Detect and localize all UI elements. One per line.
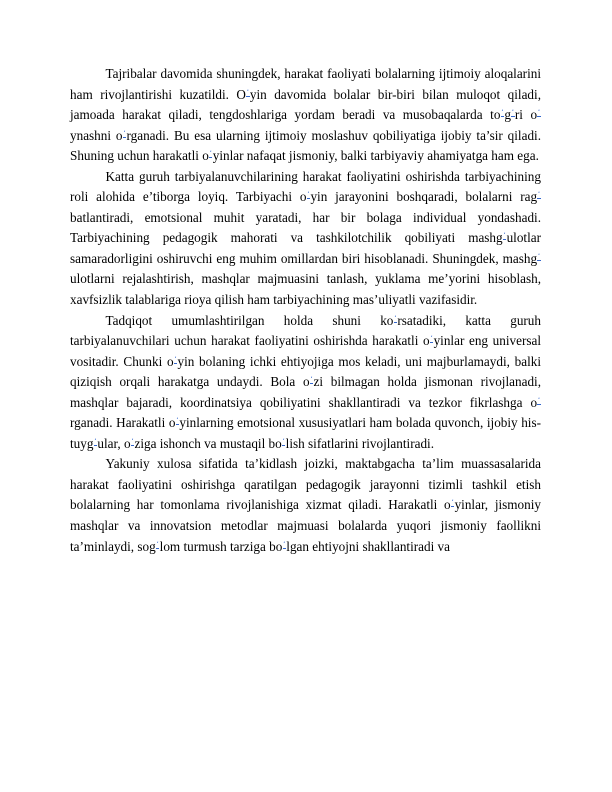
text-segment: Katta guruh tarbiyalanuvchilarining harakat faoliyatini oshirishda tarbiyachining roli alohida e’tiborga loyiq. Tarbiyachi o xyxy=(70,168,541,205)
document-page xyxy=(70,64,541,557)
text-segment: Yakuniy xulosa sifatida ta’kidlash joizki, maktabgacha ta’lim muassasalarida harakat faoliyatini oshirishga qaratilgan pedagogik jarayonni tizimli tashkil etish bolalarning har tomonlama rivojlanishiga xizmat qiladi. Harakatli o xyxy=(70,456,541,513)
apostrophe-marker[interactable]: ʻ xyxy=(307,190,310,199)
text-segment: ulotlar samaradorligini oshiruvchi eng muhim omillardan biri hisoblanadi. Shuningdek, mashg xyxy=(70,230,541,266)
apostrophe-marker[interactable]: ʻ xyxy=(176,416,179,425)
apostrophe-marker[interactable]: ʻ xyxy=(94,436,97,445)
text-segment: yinlarning emotsional xususiyatlari ham bolada quvonch, ijobiy his-tuyg xyxy=(70,415,541,451)
text-segment: yinlar nafaqat jismoniy, balki tarbiyaviy ahamiyatga ham ega. xyxy=(212,148,539,164)
apostrophe-marker[interactable]: ʻ xyxy=(537,251,541,260)
text-segment: ziga ishonch va mustaqil bo xyxy=(134,435,282,451)
text-segment: batlantiradi, emotsional muhit yaratadi, har bir bolaga individual yondashadi. Tarbiyachining pedagogik mahorati va tashkilotchilik qobiliyati mashg xyxy=(70,209,541,246)
apostrophe-marker[interactable]: ʻ xyxy=(511,108,515,117)
apostrophe-marker[interactable]: ʻ xyxy=(537,108,541,117)
apostrophe-marker[interactable]: ʻ xyxy=(430,334,433,343)
text-segment: Tajribalar davomida shuningdek, harakat faoliyati bolalarning ijtimoiy aloqalarini ham rivojlantirishi kuzatildi. O xyxy=(70,66,541,102)
apostrophe-marker[interactable]: ʻ xyxy=(283,539,286,548)
apostrophe-marker[interactable]: ʻ xyxy=(537,395,541,404)
apostrophe-marker[interactable]: ʻ xyxy=(174,354,177,363)
apostrophe-marker[interactable]: ʻ xyxy=(131,436,134,445)
apostrophe-marker[interactable]: ʻ xyxy=(209,149,212,158)
text-segment: yin bolaning ichki ehtiyojiga mos keladi, uni majburlamaydi, balki qiziqish orqali harakatga undaydi. Bola o xyxy=(70,353,541,390)
text-segment: zi bilmagan holda jismonan rivojlanadi, mashqlar bajaradi, koordinatsiya qobiliyatini shakllantiradi va tezkor fikrlashga o xyxy=(70,374,541,410)
text-segment: g xyxy=(504,107,511,123)
text-segment: yinlar eng universal vositadir. Chunki o xyxy=(70,333,542,369)
apostrophe-marker[interactable]: ʻ xyxy=(503,231,506,240)
body-paragraph xyxy=(70,64,541,167)
apostrophe-marker[interactable]: ʻ xyxy=(246,87,250,96)
apostrophe-marker[interactable]: ʻ xyxy=(156,539,159,548)
apostrophe-marker[interactable]: ʻ xyxy=(537,190,541,199)
text-segment: ri o xyxy=(514,107,538,123)
apostrophe-marker[interactable]: ʻ xyxy=(394,313,397,322)
text-segment: yin davomida bolalar bir-biri bilan muloqot qiladi, jamoada harakat qiladi, tengdoshlariga yordam beradi va musobaqalarda to xyxy=(70,86,541,123)
text-segment: lom turmush tarziga bo xyxy=(159,538,283,554)
body-paragraph xyxy=(70,311,541,455)
text-segment: lgan ehtiyojni shakllantiradi va xyxy=(286,538,451,554)
text-segment: lish sifatlarini rivojlantiradi. xyxy=(285,435,434,451)
apostrophe-marker[interactable]: ʻ xyxy=(501,108,504,117)
text-segment: yin jarayonini boshqaradi, bolalarni rag xyxy=(310,189,538,205)
text-segment: ular, o xyxy=(97,435,131,451)
text-segment: Tadqiqot umumlashtirilgan holda shuni ko xyxy=(105,312,394,328)
text-segment: ulotlarni rejalashtirish, mashqlar majmuasini tanlash, yuklama me’yorini hisoblash, xavfsizlik talablariga rioya qilish ham tarbiyachining mas’uliyatli vazifasidir. xyxy=(70,271,541,308)
text-segment: ynashni o xyxy=(70,127,123,143)
text-segment: yinlar, jismoniy mashqlar va innovatsion metodlar majmuasi bolalarda yuqori jismoniy faollikni ta’minlaydi, sog xyxy=(70,497,541,554)
text-segment: rsatadiki, katta guruh tarbiyalanuvchilari uchun harakat faoliyatini oshirishda harakatli o xyxy=(70,312,541,349)
body-paragraph xyxy=(70,454,541,557)
body-paragraph xyxy=(70,167,541,311)
apostrophe-marker[interactable]: ʻ xyxy=(451,498,454,507)
text-segment: rganadi. Harakatli o xyxy=(70,415,176,431)
text-segment: rganadi. Bu esa ularning ijtimoiy moslashuv qobiliyatiga ijobiy ta’sir qiladi. Shuning uchun harakatli o xyxy=(70,127,542,164)
apostrophe-marker[interactable]: ʻ xyxy=(282,436,285,445)
apostrophe-marker[interactable]: ʻ xyxy=(123,128,126,137)
apostrophe-marker[interactable]: ʻ xyxy=(310,375,313,384)
